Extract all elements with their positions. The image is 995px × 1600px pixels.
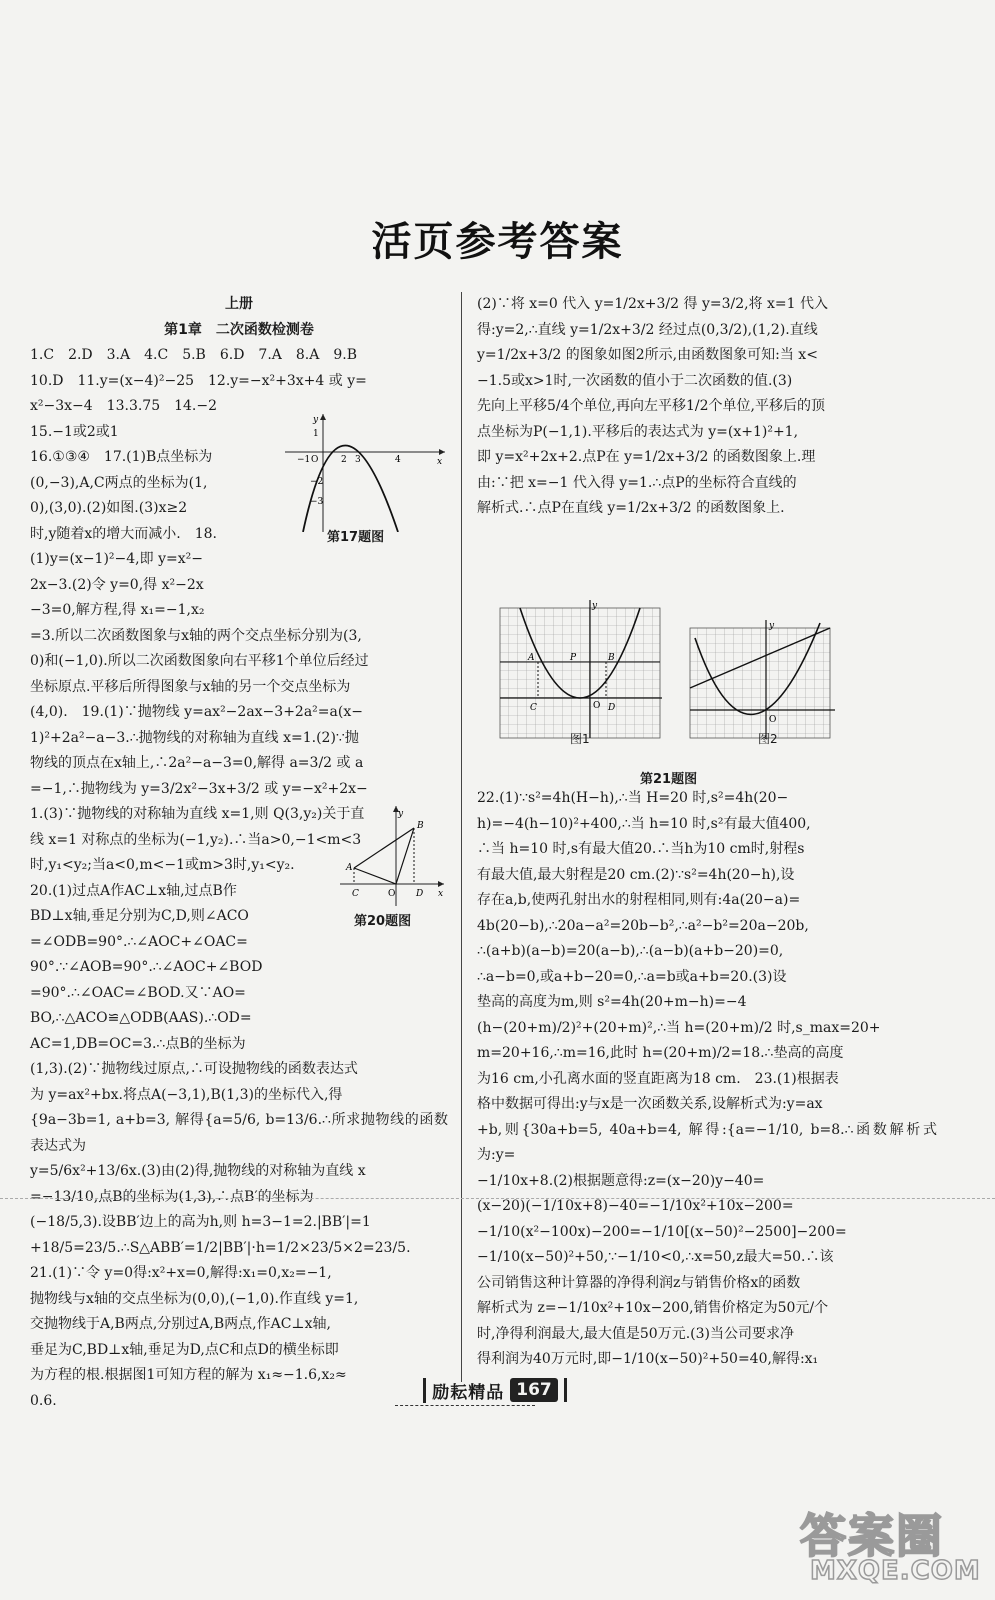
svg-text:O: O [388, 889, 396, 899]
left-answer-line: BD⊥x轴,垂足分别为C,D,则∠ACO [30, 908, 249, 924]
left-answer-line: 21.(1)∵令 y=0得:x²+x=0,解得:x₁=0,x₂=−1, [30, 1265, 332, 1281]
left-answer-line: y=5/6x²+13/6x.(3)由(2)得,抛物线的对称轴为直线 x [30, 1163, 366, 1179]
page-footer [395, 1374, 595, 1406]
right-answer-lower-line: 得利润为40万元时,即−1/10(x−50)²+50=40,解得:x₁ [477, 1351, 819, 1367]
svg-text:B: B [417, 821, 424, 831]
left-answer-line: 16.①③④ 17.(1)B点坐标为 [30, 449, 213, 465]
left-answer-line: (4,0). 19.(1)∵抛物线 y=ax²−2ax−3+2a²=a(x− [30, 704, 363, 720]
watermark-en: MXQE.COM [810, 1556, 981, 1586]
figure-21-label-2: 图2 [758, 732, 778, 746]
right-answer-text-top [477, 292, 937, 522]
figure-20-graph [340, 806, 446, 906]
left-answer-line: −3=0,解方程,得 x₁=−1,x₂ [30, 602, 205, 618]
left-answer-line: =90°.∴∠OAC=∠BOD.又∵AO= [30, 984, 246, 1001]
figure-21-caption: 第21题图 [640, 772, 698, 787]
figure-21-label-1: 图1 [570, 732, 590, 746]
left-answer-line: x²−3x−4 13.3.75 14.−2 [30, 398, 218, 414]
right-answer-lower-line: −1/10x+8.(2)根据题意得:z=(x−20)y−40= [477, 1172, 765, 1189]
figure-17-caption: 第17题图 [327, 530, 385, 545]
figure-21 [490, 598, 930, 768]
right-answer-lower-line: ∴a−b=0,或a+b−20=0,∴a=b或a+b=20.(3)设 [477, 968, 787, 985]
svg-text:O: O [769, 715, 777, 725]
right-answer-line: y=1/2x+3/2 的图象如图2所示,由函数图象可知:当 x< [477, 347, 818, 363]
footer-brand: 励耘精品 [423, 1378, 504, 1403]
left-answer-line: 1)²+2a²−a−3.∴抛物线的对称轴为直线 x=1.(2)∵抛 [30, 729, 359, 746]
left-answer-line: =−13/10,点B的坐标为(1,3),∴点B′的坐标为 [30, 1188, 314, 1205]
right-answer-lower-line: 为16 cm,小孔离水面的竖直距离为18 cm. 23.(1)根据表 [477, 1070, 839, 1087]
right-answer-lower-line: 存在a,b,使两孔射出水的射程相同,则有:4a(20−a)= [477, 892, 801, 908]
right-answer-lower-line: 4b(20−b),∴20a−a²=20b−b²,∴a²−b²=20a−20b, [477, 917, 809, 934]
left-answer-line: =−1,∴抛物线为 y=3/2x²−3x+3/2 或 y=−x²+2x− [30, 780, 368, 797]
left-answer-line: +18/5=23/5.∴S△ABB′=1/2|BB′|·h=1/2×23/5×2=23/5. [30, 1239, 411, 1256]
figure-17-graph [285, 414, 447, 532]
svg-text:A: A [346, 863, 353, 873]
left-answer-line: 15.−1或2或1 [30, 423, 119, 440]
right-answer-lower-line: −1/10(x−50)²+50,∵−1/10<0,∴x=50,z最大=50.∴该 [477, 1249, 834, 1265]
svg-text:x: x [438, 889, 444, 899]
svg-text:P: P [570, 653, 577, 663]
page-number: 167 [510, 1378, 558, 1402]
svg-text:x: x [437, 457, 443, 467]
right-answer-lower-line: 格中数据可得出:y与x是一次函数关系,设解析式为:y=ax [477, 1096, 823, 1112]
right-answer-line: 即 y=x²+2x+2.点P在 y=1/2x+3/2 的函数图象上.理 [477, 449, 816, 465]
left-answer-line: 2x−3.(2)令 y=0,得 x²−2x [30, 576, 204, 593]
right-answer-line: −1.5或x>1时,一次函数的值小于二次函数的值.(3) [477, 372, 793, 389]
svg-text:B: B [608, 653, 615, 663]
left-answer-line: (1,3).(2)∵抛物线过原点,∴可设抛物线的函数表达式 [30, 1061, 358, 1077]
left-answer-line: AC=1,DB=OC=3.∴点B的坐标为 [30, 1035, 246, 1052]
left-answer-line: 坐标原点.平移后所得图象与x轴的另一个交点坐标为 [30, 678, 351, 695]
right-column [477, 292, 937, 522]
left-answer-line: 物线的顶点在x轴上,∴2a²−a−3=0,解得 a=3/2 或 a [30, 755, 364, 771]
right-answer-lower-line: (x−20)(−1/10x+8)−40=−1/10x²+10x−200= [477, 1198, 794, 1214]
right-answer-lower-line: 公司销售这种计算器的净得利润z与销售价格x的函数 [477, 1274, 801, 1291]
figure-21-graphs [490, 598, 930, 748]
left-answer-line: 0)和(−1,0).所以二次函数图象向右平移1个单位后经过 [30, 653, 369, 669]
svg-text:−2: −2 [310, 477, 324, 487]
right-column-lower [477, 786, 937, 1373]
svg-text:D: D [416, 889, 424, 899]
left-answer-line: 1.C 2.D 3.A 4.C 5.B 6.D 7.A 8.A 9.B [30, 347, 357, 363]
left-answer-line: 垂足为C,BD⊥x轴,垂足为D,点C和点D的横坐标即 [30, 1341, 339, 1358]
volume-heading: 上册 [225, 296, 253, 312]
left-answer-line: 10.D 11.y=(x−4)²−25 12.y=−x²+3x+4 或 y= [30, 372, 367, 389]
watermark [800, 1500, 985, 1595]
left-answer-line: 时,y₁<y₂;当a<0,m<−1或m>3时,y₁<y₂. [30, 857, 295, 873]
right-answer-line: 由:∵把 x=−1 代入得 y=1.∴点P的坐标符合直线的 [477, 474, 797, 491]
svg-text:O: O [593, 701, 601, 711]
left-answer-line: 抛物线与x轴的交点坐标为(0,0),(−1,0).作直线 y=1, [30, 1290, 359, 1307]
svg-text:4: 4 [395, 455, 401, 465]
left-answer-line: 为方程的根.根据图1可知方程的解为 x₁≈−1.6,x₂≈ [30, 1367, 347, 1383]
left-answer-line: 为 y=ax²+bx.将点A(−3,1),B(1,3)的坐标代入,得 [30, 1086, 343, 1103]
chapter-heading: 第1章 二次函数检测卷 [164, 321, 314, 338]
right-answer-lower-line: h)=−4(h−10)²+400,∴当 h=10 时,s²有最大值400, [477, 815, 811, 832]
right-answer-lower-line: −1/10(x²−100x)−200=−1/10[(x−50)²−2500]−200= [477, 1223, 847, 1240]
watermark-cn: 答案圈 [800, 1509, 944, 1563]
left-answer-line: 0.6. [30, 1392, 57, 1409]
footer-underline [395, 1405, 535, 1406]
right-answer-line: (2)∵将 x=0 代入 y=1/2x+3/2 得 y=3/2,将 x=1 代入 [477, 296, 828, 312]
right-answer-lower-line: m=20+16,∴m=16,此时 h=(20+m)/2=18.∴垫高的高度 [477, 1045, 844, 1061]
figure-17 [285, 414, 447, 544]
left-answer-line: =3.所以二次函数图象与x轴的两个交点坐标分别为(3, [30, 627, 362, 644]
svg-text:C: C [530, 703, 537, 713]
right-answer-lower-line: ∴(a+b)(a−b)=20(a−b),∴(a−b)(a+b−20)=0, [477, 943, 784, 959]
left-answer-line: 线 x=1 对称点的坐标为(−1,y₂).∴当a>0,−1<m<3 [30, 831, 362, 848]
right-answer-lower-line: +b,则{30a+b=5, 40a+b=4, 解得:{a=−1/10, b=8.∴函数解析式为:y= [477, 1121, 937, 1163]
left-answer-line: (−18/5,3).设BB′边上的高为h,则 h=3−1=2.|BB′|=1 [30, 1214, 371, 1230]
right-answer-lower-line: 解析式为 z=−1/10x²+10x−200,销售价格定为50元/个 [477, 1300, 829, 1316]
right-answer-lower-line: (h−(20+m)/2)²+(20+m)²,∴当 h=(20+m)/2 时,s_max=20+ [477, 1019, 881, 1036]
left-answer-line: (0,−3),A,C两点的坐标为(1, [30, 474, 208, 491]
figure-20 [340, 806, 446, 936]
right-answer-lower-line: 时,净得利润最大,最大值是50万元.(3)当公司要求净 [477, 1325, 794, 1342]
left-answer-line: (1)y=(x−1)²−4,即 y=x²− [30, 551, 203, 567]
svg-text:2: 2 [341, 455, 347, 465]
fold-line [0, 1198, 995, 1199]
svg-text:−1: −1 [297, 455, 311, 465]
svg-text:3: 3 [355, 455, 361, 465]
left-answer-line: 0),(3,0).(2)如图.(3)x≥2 [30, 500, 188, 516]
svg-text:y: y [398, 809, 404, 819]
svg-text:A: A [528, 653, 535, 663]
column-divider [461, 292, 462, 1382]
svg-text:−3: −3 [310, 497, 324, 507]
svg-text:D: D [608, 703, 616, 713]
svg-text:y: y [592, 601, 598, 611]
footer-bar [564, 1378, 567, 1402]
right-answer-lower-line: 垫高的高度为m,则 s²=4h(20+m−h)=−4 [477, 994, 747, 1010]
right-answer-line: 点坐标为P(−1,1).平移后的表达式为 y=(x+1)²+1, [477, 423, 799, 440]
right-answer-text-bottom [477, 786, 937, 1373]
left-answer-line: 1.(3)∵抛物线的对称轴为直线 x=1,则 Q(3,y₂)关于直 [30, 806, 365, 822]
svg-text:C: C [352, 889, 359, 899]
left-answer-line: 时,y随着x的增大而减小. 18. [30, 525, 217, 542]
left-answer-line: =∠ODB=90°.∴∠AOC+∠OAC= [30, 933, 248, 950]
left-answer-line: {9a−3b=1, a+b=3, 解得{a=5/6, b=13/6.∴所求抛物线的函数表达式为 [30, 1112, 448, 1154]
left-answer-line: 90°.∵∠AOB=90°.∴∠AOC+∠BOD [30, 959, 263, 975]
page-title: 活页参考答案 [371, 219, 624, 265]
left-answer-line: 交抛物线于A,B两点,分别过A,B两点,作AC⊥x轴, [30, 1316, 331, 1332]
figure-20-caption: 第20题图 [354, 914, 412, 929]
right-answer-lower-line: ∴当 h=10 时,s有最大值20.∴当h为10 cm时,射程s [477, 841, 805, 857]
svg-text:O: O [311, 455, 319, 465]
right-answer-line: 先向上平移5/4个单位,再向左平移1/2个单位,平移后的顶 [477, 398, 825, 414]
left-answer-line: 20.(1)过点A作AC⊥x轴,过点B作 [30, 882, 237, 899]
svg-text:1: 1 [313, 429, 319, 439]
right-answer-line: 解析式.∴点P在直线 y=1/2x+3/2 的函数图象上. [477, 500, 785, 516]
svg-text:y: y [769, 621, 775, 631]
left-answer-line: BO,∴△ACO≌△ODB(AAS).∴OD= [30, 1010, 252, 1026]
svg-text:y: y [313, 415, 319, 425]
right-answer-lower-line: 有最大值,最大射程是20 cm.(2)∵s²=4h(20−h),设 [477, 866, 795, 883]
right-answer-line: 得:y=2,∴直线 y=1/2x+3/2 经过点(0,3/2),(1,2).直线 [477, 321, 818, 338]
right-answer-lower-line: 22.(1)∵s²=4h(H−h),∴当 H=20 时,s²=4h(20− [477, 790, 789, 806]
